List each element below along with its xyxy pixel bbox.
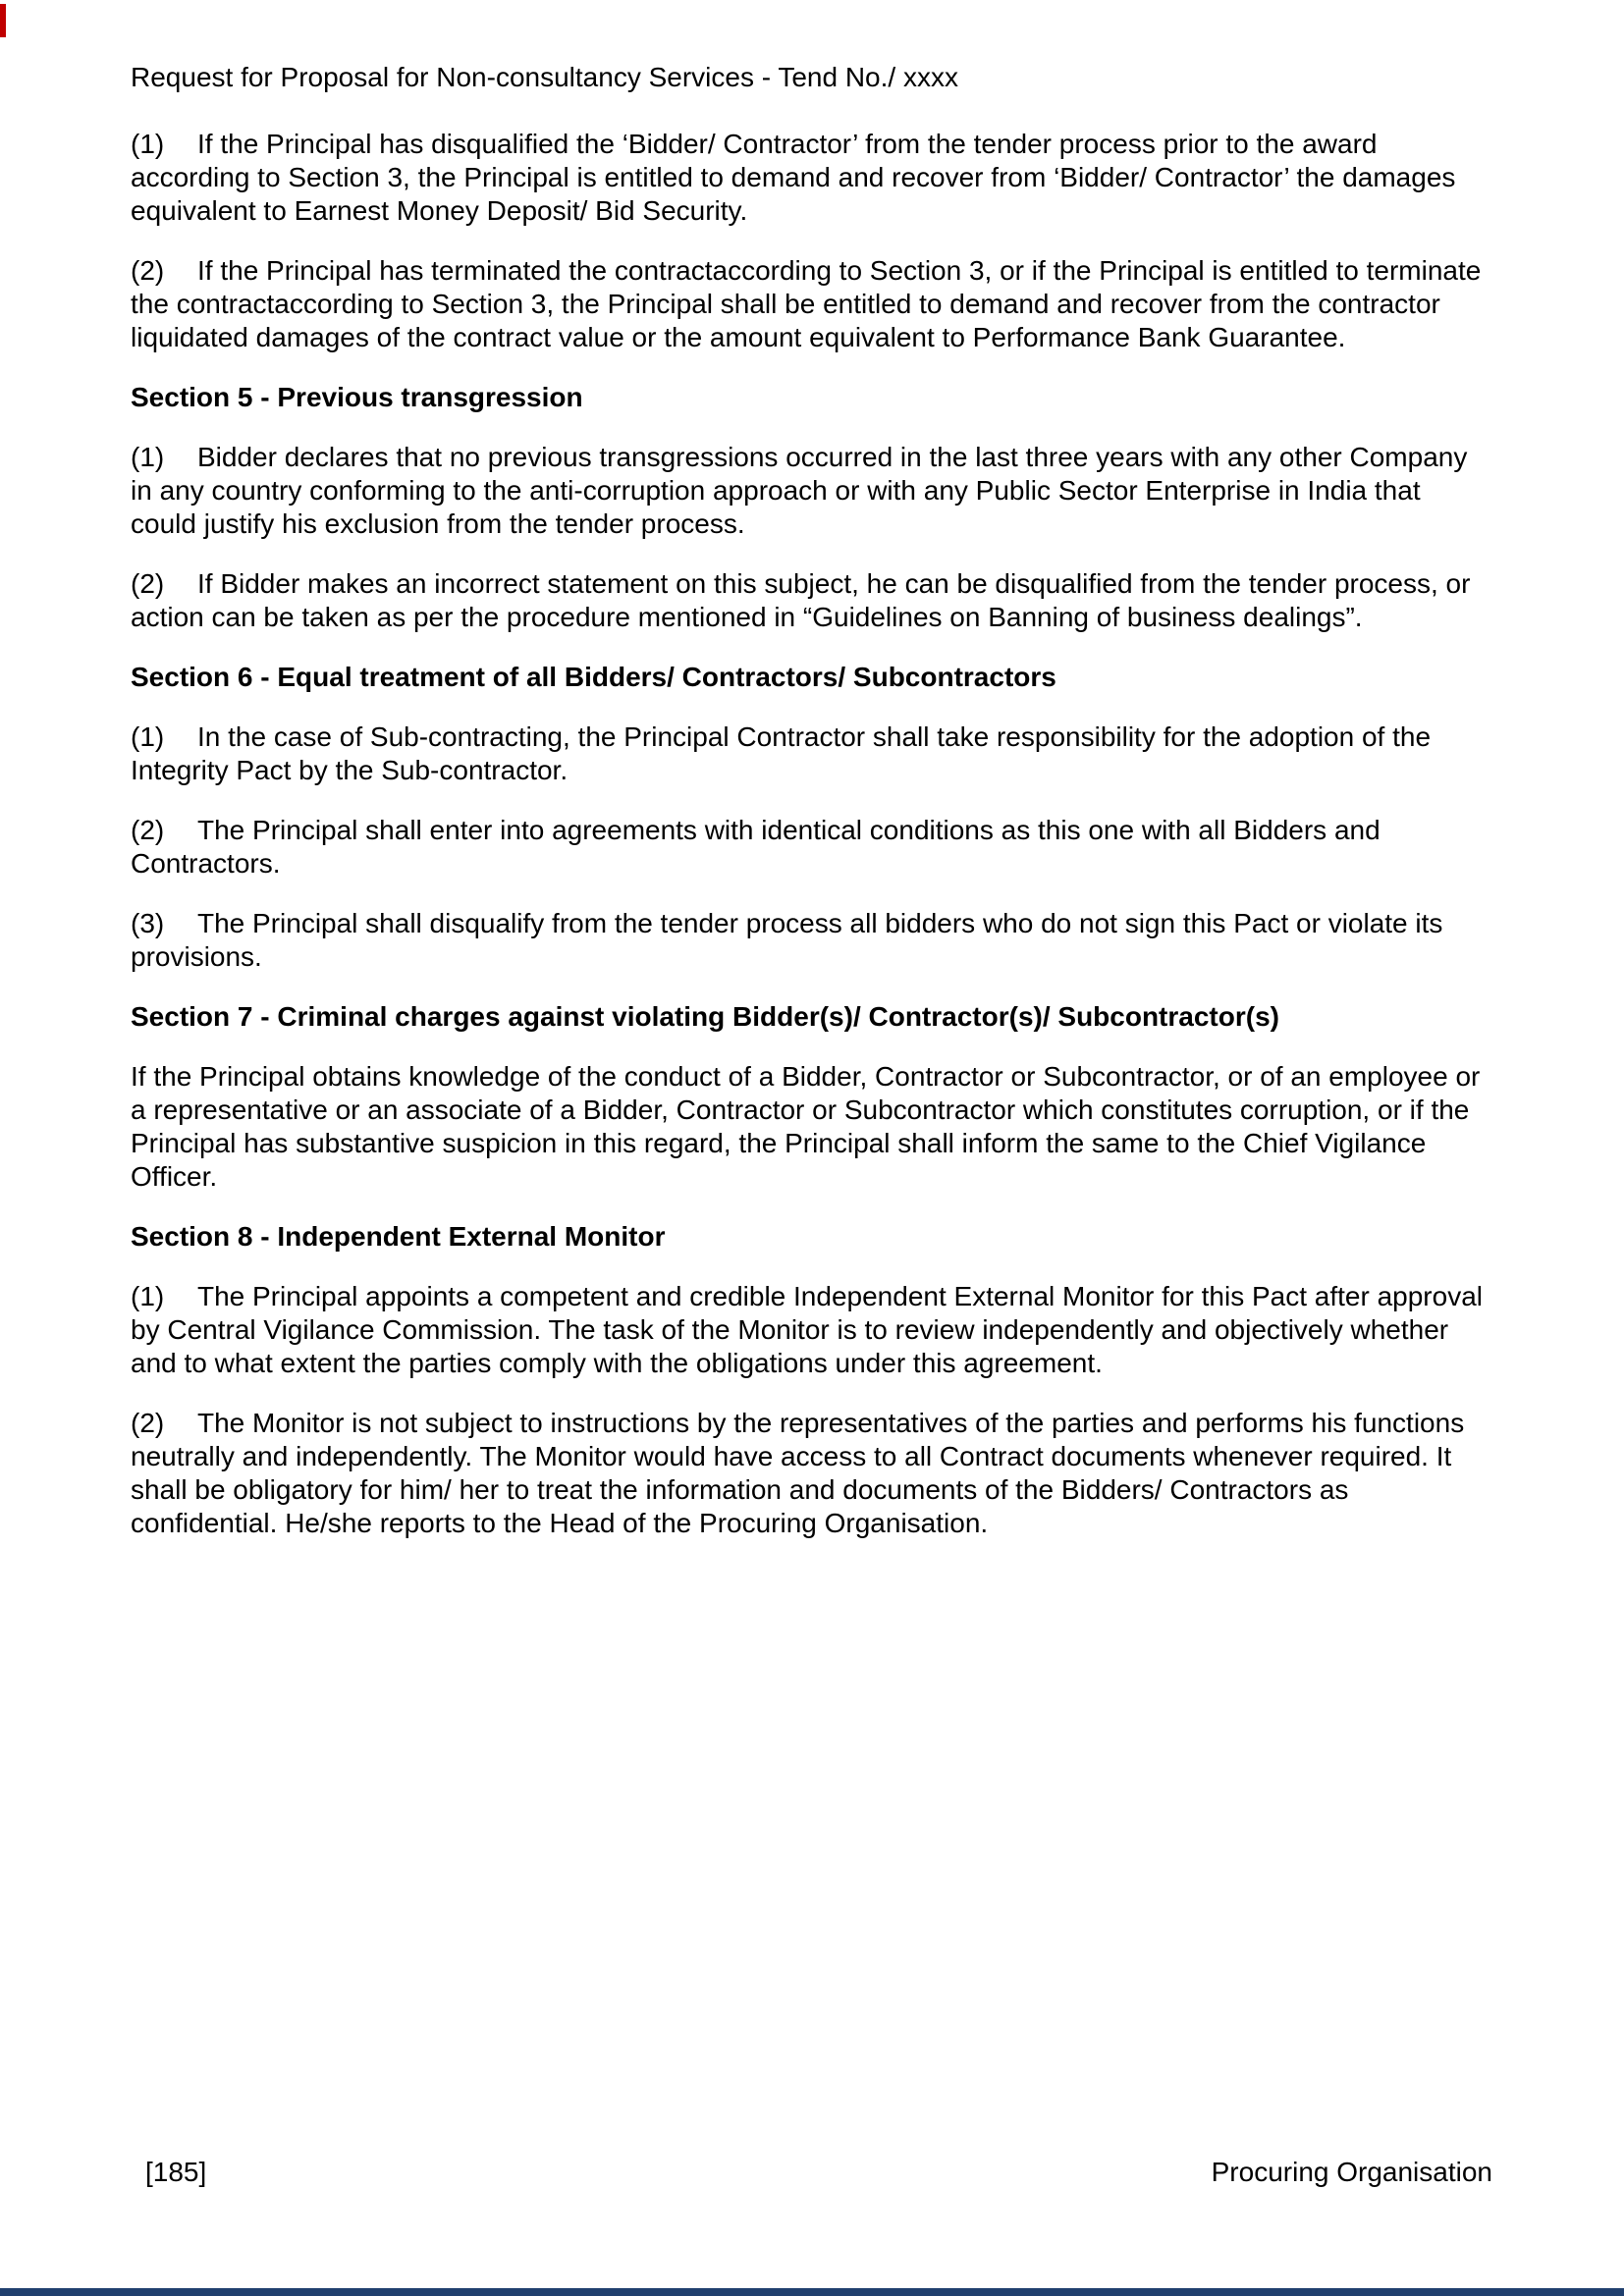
page-edge-red-mark xyxy=(0,4,6,37)
numbered-paragraph xyxy=(131,128,1492,228)
numbered-paragraph xyxy=(131,1280,1492,1380)
section-heading-7: Section 7 - Criminal charges against violating Bidder(s)/ Contractor(s)/ Subcontractor(s) xyxy=(131,1001,1279,1032)
document-body xyxy=(131,128,1492,1567)
paragraph-text: The Principal shall enter into agreements with identical conditions as this one with all Bidders and Contractors. xyxy=(131,815,1380,879)
window-bottom-strip xyxy=(0,2288,1624,2296)
numbered-paragraph xyxy=(131,567,1492,634)
numbered-paragraph xyxy=(131,907,1492,974)
numbered-paragraph xyxy=(131,441,1492,541)
numbered-paragraph xyxy=(131,721,1492,787)
section-heading-8: Section 8 - Independent External Monitor xyxy=(131,1221,666,1252)
paragraph-text: In the case of Sub-contracting, the Principal Contractor shall take responsibility for the adoption of the Integrity Pact by the Sub-contractor. xyxy=(131,721,1432,785)
paragraph-text: The Principal appoints a competent and credible Independent External Monitor for this Pact after approval by Central Vigilance Commission. The task of the Monitor is to review independently and objectively whether and to what extent the parties comply with the obligations under this agreement. xyxy=(131,1281,1483,1378)
page-number: [185] xyxy=(145,2157,207,2187)
numbered-paragraph xyxy=(131,1407,1492,1540)
section-heading-5: Section 5 - Previous transgression xyxy=(131,382,583,412)
list-number: (2) xyxy=(131,255,165,286)
paragraph-text: The Monitor is not subject to instructions by the representatives of the parties and performs his functions neutrally and independently. The Monitor would have access to all Contract documents whenever required. It shall be obligatory for him/ her to treat the information and documents of the Bidders/ Contractors as confidential. He/she reports to the Head of the Procuring Organisation. xyxy=(131,1408,1465,1538)
list-number: (1) xyxy=(131,721,165,752)
list-number: (3) xyxy=(131,908,165,938)
list-number: (2) xyxy=(131,568,165,599)
numbered-paragraph xyxy=(131,254,1492,354)
list-number: (1) xyxy=(131,1281,165,1311)
paragraph-text: If the Principal has disqualified the ‘Bidder/ Contractor’ from the tender process prior to the award according to Section 3, the Principal is entitled to demand and recover from ‘Bidder/ Contractor’ the damages equivalent to Earnest Money Deposit/ Bid Security. xyxy=(131,129,1456,226)
list-number: (1) xyxy=(131,129,165,159)
list-number: (2) xyxy=(131,1408,165,1438)
document-footer xyxy=(145,2156,1492,2189)
header-title: Request for Proposal for Non-consultancy Services - Tend No./ xxxx xyxy=(131,62,958,92)
paragraph-text: If the Principal has terminated the contractaccording to Section 3, or if the Principal is entitled to terminate the contractaccording to Section 3, the Principal shall be entitled to demand and recover from the contractor liquidated damages of the contract value or the amount equivalent to Performance Bank Guarantee. xyxy=(131,255,1482,352)
list-number: (2) xyxy=(131,815,165,845)
footer-right-text: Procuring Organisation xyxy=(1211,2157,1492,2187)
document-header xyxy=(131,61,1492,94)
list-number: (1) xyxy=(131,442,165,472)
paragraph-text: Bidder declares that no previous transgressions occurred in the last three years with any other Company in any country conforming to the anti-corruption approach or with any Public Sector Enterprise in India that could justify his exclusion from the tender process. xyxy=(131,442,1468,539)
paragraph-text: If Bidder makes an incorrect statement on this subject, he can be disqualified from the tender process, or action can be taken as per the procedure mentioned in “Guidelines on Banning of business dealings”. xyxy=(131,568,1471,632)
section-heading-6: Section 6 - Equal treatment of all Bidders/ Contractors/ Subcontractors xyxy=(131,662,1056,692)
numbered-paragraph xyxy=(131,814,1492,881)
body-paragraph: If the Principal obtains knowledge of the conduct of a Bidder, Contractor or Subcontractor, or of an employee or a representative or an associate of a Bidder, Contractor or Subcontractor which constitutes corruption, or if the Principal has substantive suspicion in this regard, the Principal shall inform the same to the Chief Vigilance Officer. xyxy=(131,1061,1481,1192)
paragraph-text: The Principal shall disqualify from the tender process all bidders who do not sign this Pact or violate its provisions. xyxy=(131,908,1443,972)
